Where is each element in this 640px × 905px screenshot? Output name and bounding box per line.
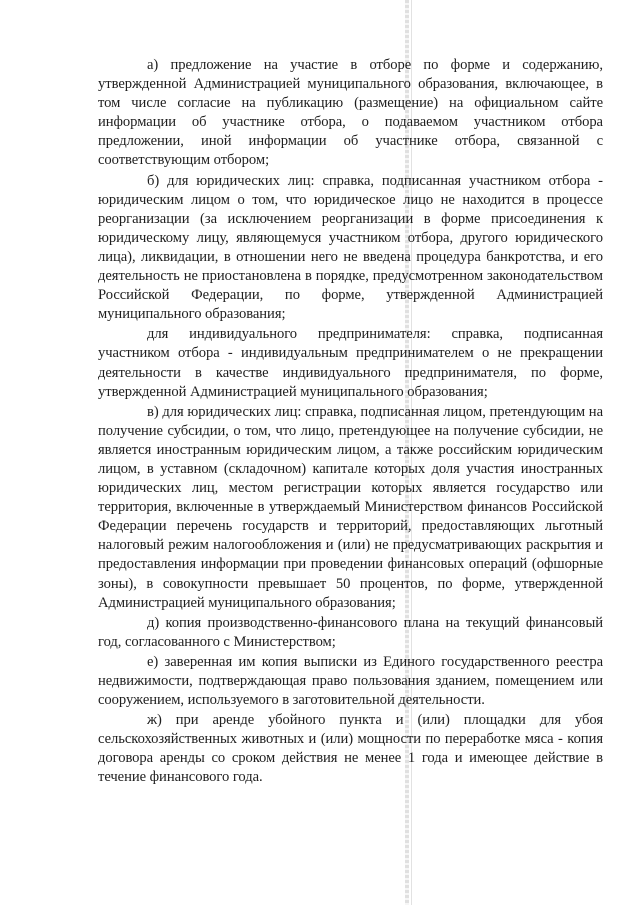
document-body: [98, 56, 603, 789]
paragraph-d: д) копия производственно-финансового плана на текущий финансовый год, согласованного с Министерством;: [98, 614, 603, 650]
paragraph-zh: ж) при аренде убойного пункта и (или) площадки для убоя сельскохозяйственных животных и (или) мощности по переработке мяса - копия договора аренды со сроком действия не менее 1 года и имеющее действие в течение финансового года.: [98, 712, 603, 786]
paragraph-v: в) для юридических лиц: справка, подписанная лицом, претендующим на получение субсидии, о том, что лицо, претендующее на получение субсидии, не является иностранным юридическим лицом, а также российским юридическим лицом, в уставном (складочном) капитале которых доля участия иностранных юридических лиц, местом регистрации которых является государство или территория, включенные в утверждаемый Министерством финансов Российской Федерации перечень государств и территорий, предоставляющих льготный налоговый режим налогообложения и (или) не предусматривающих раскрытия и предоставления информации при проведении финансовых операций (офшорные зоны), в совокупности превышает 50 процентов, по форме, утвержденной Администрацией муниципального образования;: [98, 403, 603, 611]
paragraph-b-legal-entities: б) для юридических лиц: справка, подписанная участником отбора - юридическим лицом о том, что юридическое лицо не находится в процессе реорганизации (за исключением реорганизации в форме присоединения к юридическому лицу, являющемуся участником отбора, другого юридического лица), ликвидации, в отношении него не введена процедура банкротства, и его деятельность не приостановлена в порядке, предусмотренном законодательством Российской Федерации, по форме, утвержденной Администрацией муниципального образования;: [98, 172, 603, 323]
paragraph-a: а) предложение на участие в отборе по форме и содержанию, утвержденной Администрацией муниципального образования, включающее, в том числе согласие на публикацию (размещение) на официальном сайте информации об участнике отбора, о подаваемом участником отбора предложении, иной информации об участнике отбора, связанной с соответствующим отбором;: [98, 57, 603, 169]
paragraph-e: е) заверенная им копия выписки из Единого государственного реестра недвижимости, подтверждающая право пользования зданием, помещением или сооружением, используемого в заготовительной деятельности.: [98, 653, 603, 709]
paragraph-b-individual-entrepreneur: для индивидуального предпринимателя: справка, подписанная участником отбора - индивидуальным предпринимателем о не прекращении деятельности в качестве индивидуального предпринимателя, по форме, утвержденной Администрацией муниципального образования;: [98, 326, 603, 400]
